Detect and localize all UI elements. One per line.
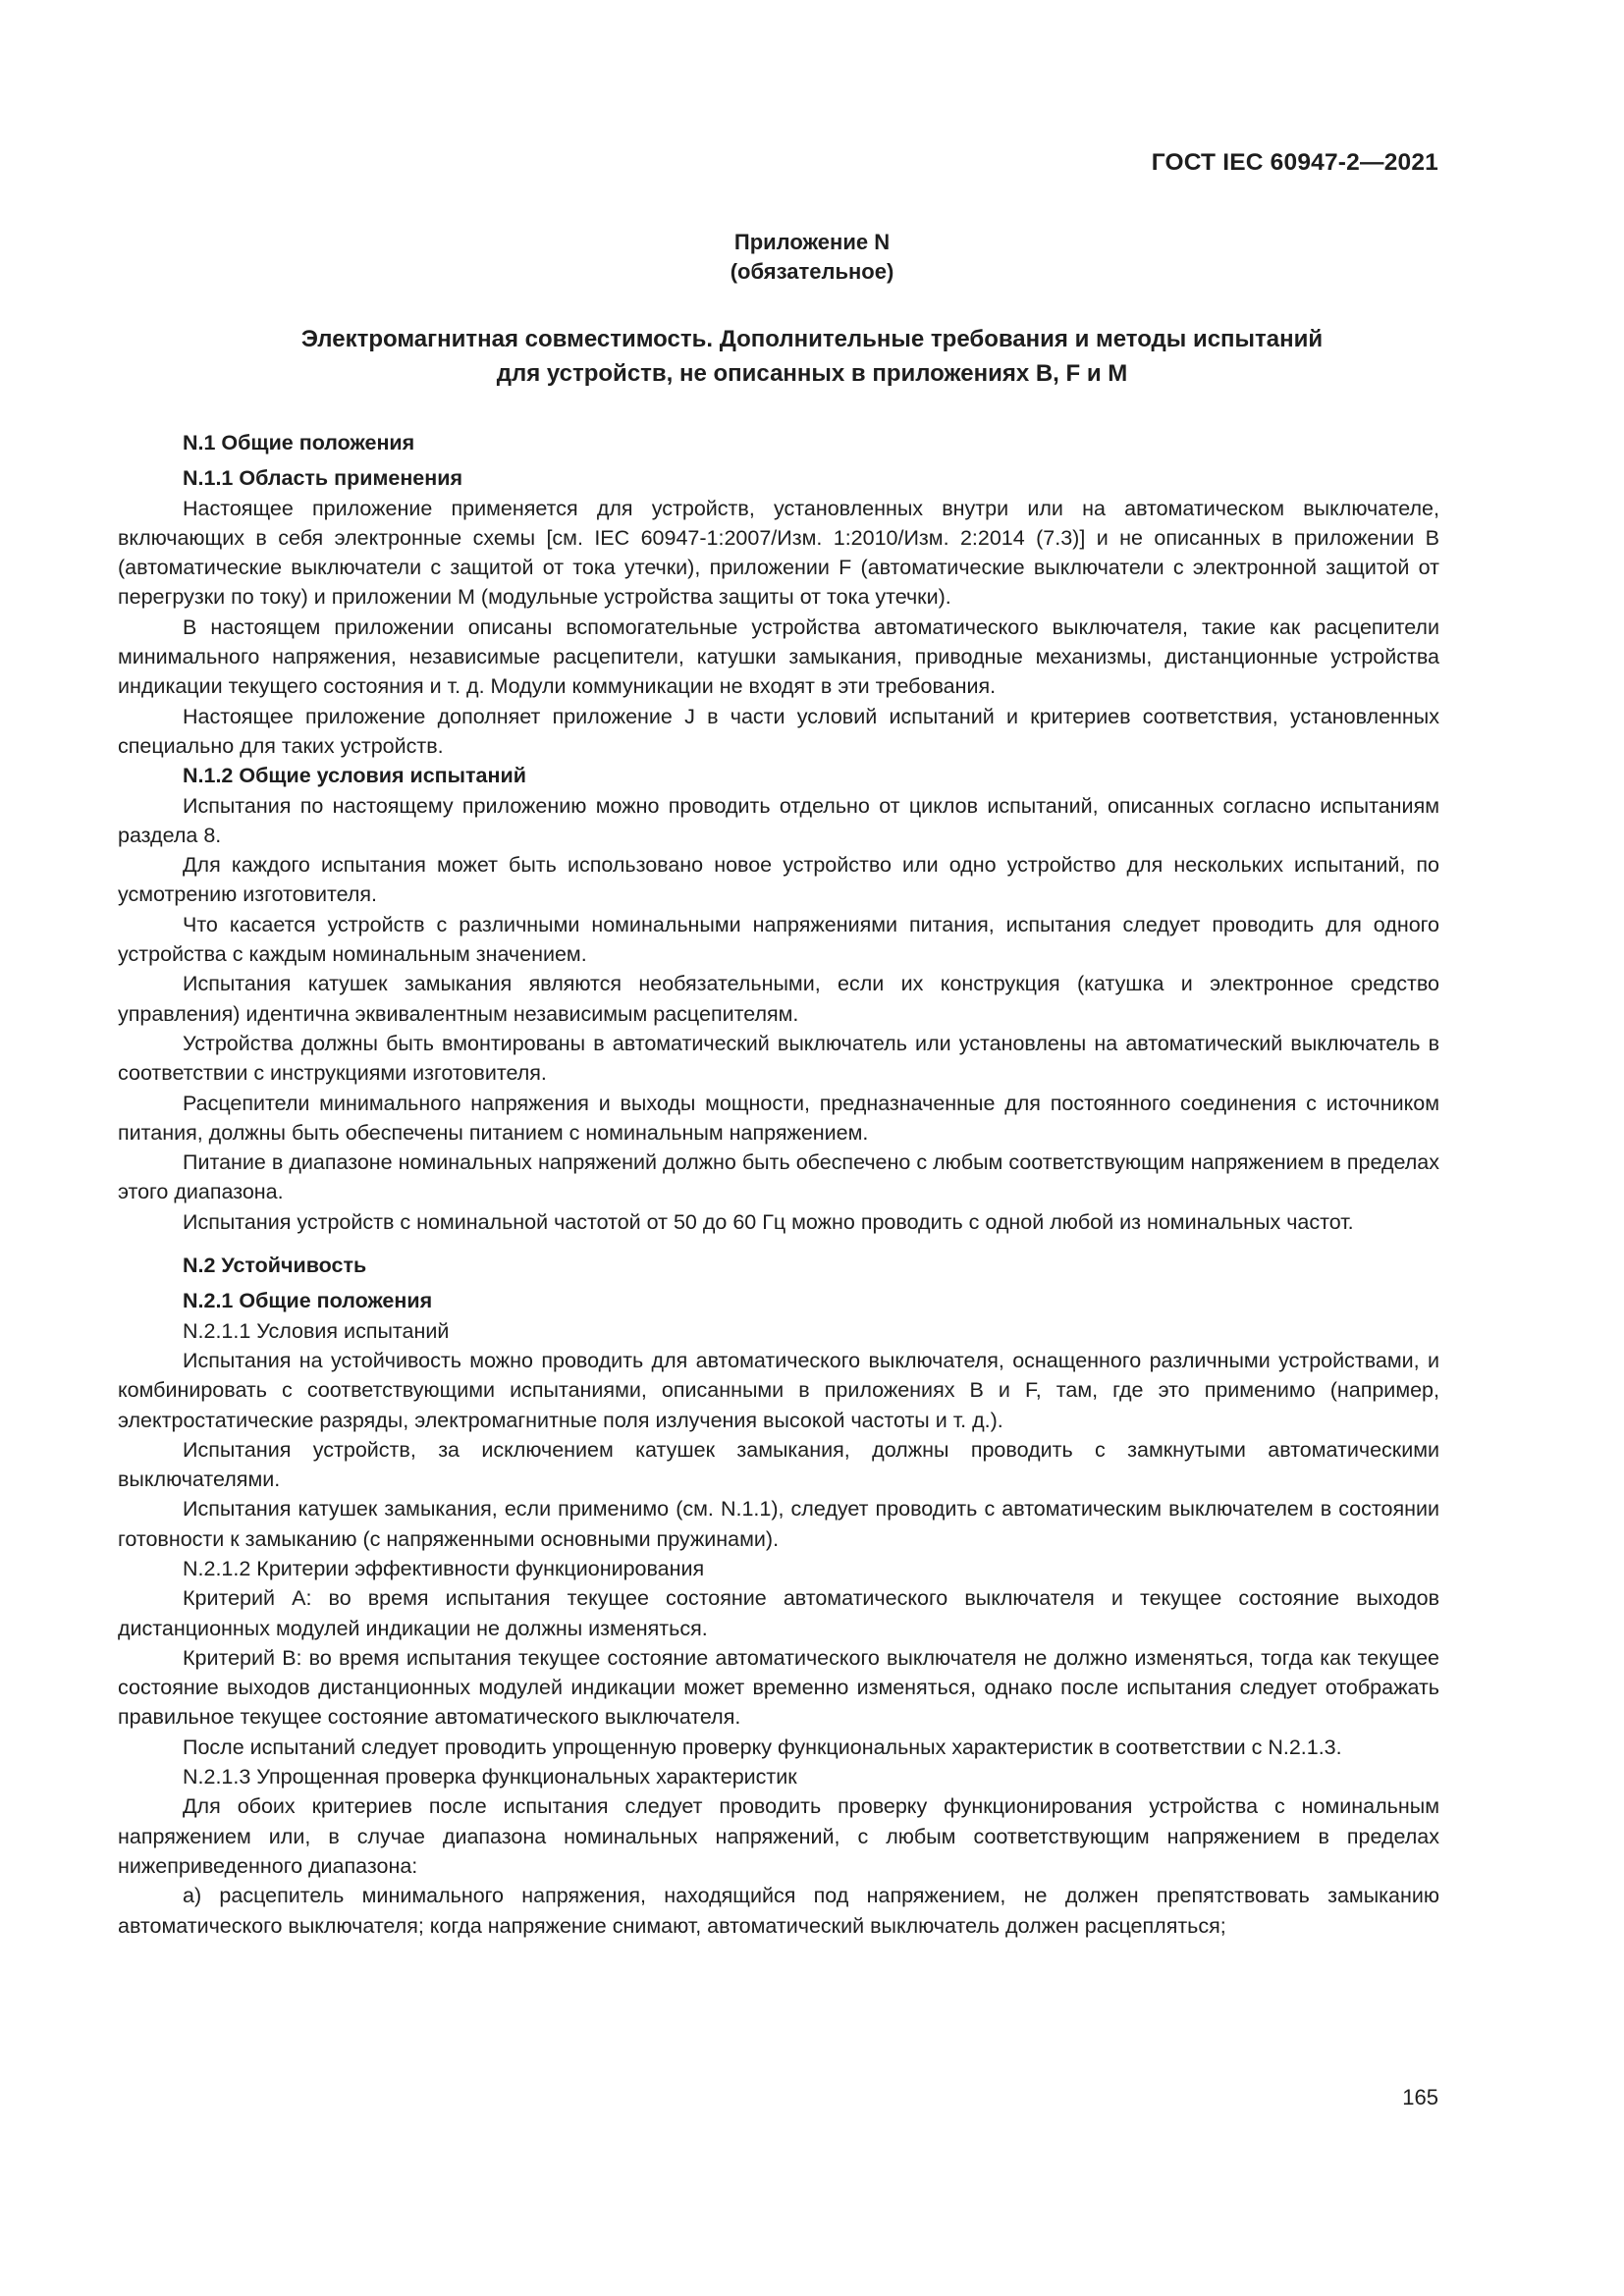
main-title-line-2: для устройств, не описанных в приложениях B, F и M	[496, 360, 1128, 387]
subsection-heading-n2-1-1: N.2.1.1 Условия испытаний	[183, 1318, 450, 1343]
paragraph: Испытания устройств, за исключением катушек замыкания, должны проводить с замкнутыми автоматическими выключателями.	[118, 1437, 1439, 1492]
appendix-status: (обязательное)	[730, 259, 894, 284]
paragraph: Для обоих критериев после испытания следует проводить проверку функционирования устройства с номинальным напряжением или, в случае диапазона номинальных напряжений, с любым соответствующим напряжением в пределах нижеприведенного диапазона:	[118, 1794, 1439, 1878]
paragraph: Настоящее приложение применяется для устройств, установленных внутри или на автоматическом выключателе, включающих в себя электронные схемы [см. IEC 60947-1:2007/Изм. 1:2010/Изм. 2:2014 (7.3)] и не описанных в приложении B (автоматические выключатели с защитой от тока утечки), приложении F (автоматические выключатели с электронной защитой от перегрузки по току) и приложении M (модульные устройства защиты от тока утечки).	[118, 496, 1439, 610]
list-item: а) расцепитель минимального напряжения, находящийся под напряжением, не должен препятствовать замыканию автоматического выключателя; когда напряжение снимают, автоматический выключатель должен расцепляться;	[118, 1884, 1439, 1938]
paragraph: Настоящее приложение дополняет приложение J в части условий испытаний и критериев соответствия, установленных специально для таких устройств.	[118, 704, 1439, 758]
section-heading-n2-1: N.2.1 Общие положения	[183, 1289, 433, 1313]
appendix-heading	[0, 228, 1624, 287]
page-number: 165	[1402, 2085, 1438, 2109]
paragraph: Для каждого испытания может быть использовано новое устройство или одно устройство для нескольких испытаний, по усмотрению изготовителя.	[118, 853, 1439, 907]
paragraph: Питание в диапазоне номинальных напряжений должно быть обеспечено с любым соответствующим напряжением в пределах этого диапазона.	[118, 1150, 1439, 1204]
paragraph: Критерий А: во время испытания текущее состояние автоматического выключателя и текущее состояние выходов дистанционных модулей индикации не должны изменяться.	[118, 1586, 1439, 1640]
paragraph: В настоящем приложении описаны вспомогательные устройства автоматического выключателя, такие как расцепители минимального напряжения, независимые расцепители, катушки замыкания, приводные механизмы, дистанционные устройства индикации текущего состояния и т. д. Модули коммуникации не входят в эти требования.	[118, 614, 1439, 699]
subsection-heading-n2-1-3: N.2.1.3 Упрощенная проверка функциональных характеристик	[183, 1765, 797, 1789]
paragraph: Испытания на устойчивость можно проводить для автоматического выключателя, оснащенного различными устройствами, и комбинировать с соответствующими испытаниями, описанными в приложениях B и F, там, где это применимо (например, электростатические разряды, электромагнитные поля излучения высокой частоты и т. д.).	[118, 1348, 1439, 1432]
section-heading-n2: N.2 Устойчивость	[183, 1254, 367, 1278]
paragraph: Расцепители минимального напряжения и выходы мощности, предназначенные для постоянного соединения с источником питания, должны быть обеспечены питанием с номинальным напряжением.	[118, 1091, 1439, 1145]
paragraph: Испытания катушек замыкания являются необязательными, если их конструкция (катушка и электронное средство управления) идентична эквивалентным независимым расцепителям.	[118, 972, 1439, 1026]
item-list	[118, 1881, 1439, 1941]
main-title	[0, 322, 1624, 391]
subsection-heading-n2-1-2: N.2.1.2 Критерии эффективности функционирования	[183, 1556, 705, 1580]
paragraph: Критерий В: во время испытания текущее состояние автоматического выключателя не должно изменяться, тогда как текущее состояние выходов дистанционных модулей индикации может временно изменяться, однако после испытания следует отображать правильное текущее состояние автоматического выключателя.	[118, 1645, 1439, 1730]
paragraph: Что касается устройств с различными номинальными напряжениями питания, испытания следует проводить для одного устройства с каждым номинальным значением.	[118, 912, 1439, 967]
section-heading-n1-2: N.1.2 Общие условия испытаний	[183, 764, 526, 788]
section-heading-n1-1: N.1.1 Область применения	[183, 466, 463, 491]
document-body	[118, 428, 1439, 1941]
section-heading-n1: N.1 Общие положения	[183, 431, 415, 454]
paragraph: После испытаний следует проводить упрощенную проверку функциональных характеристик в соответствии с N.2.1.3.	[183, 1735, 1342, 1759]
main-title-line-1: Электромагнитная совместимость. Дополнительные требования и методы испытаний	[300, 326, 1324, 352]
paragraph: Испытания устройств с номинальной частотой от 50 до 60 Гц можно проводить с одной любой из номинальных частот.	[183, 1209, 1354, 1234]
document-code: ГОСТ IEC 60947-2—2021	[1151, 149, 1438, 176]
appendix-title: Приложение N	[733, 230, 891, 254]
paragraph: Испытания по настоящему приложению можно проводить отдельно от циклов испытаний, описанных согласно испытаниям раздела 8.	[118, 793, 1439, 847]
paragraph: Устройства должны быть вмонтированы в автоматический выключатель или установлены на автоматический выключатель в соответствии с инструкциями изготовителя.	[118, 1031, 1439, 1086]
paragraph: Испытания катушек замыкания, если применимо (см. N.1.1), следует проводить с автоматическим выключателем в состоянии готовности к замыканию (с напряженными основными пружинами).	[118, 1497, 1439, 1551]
